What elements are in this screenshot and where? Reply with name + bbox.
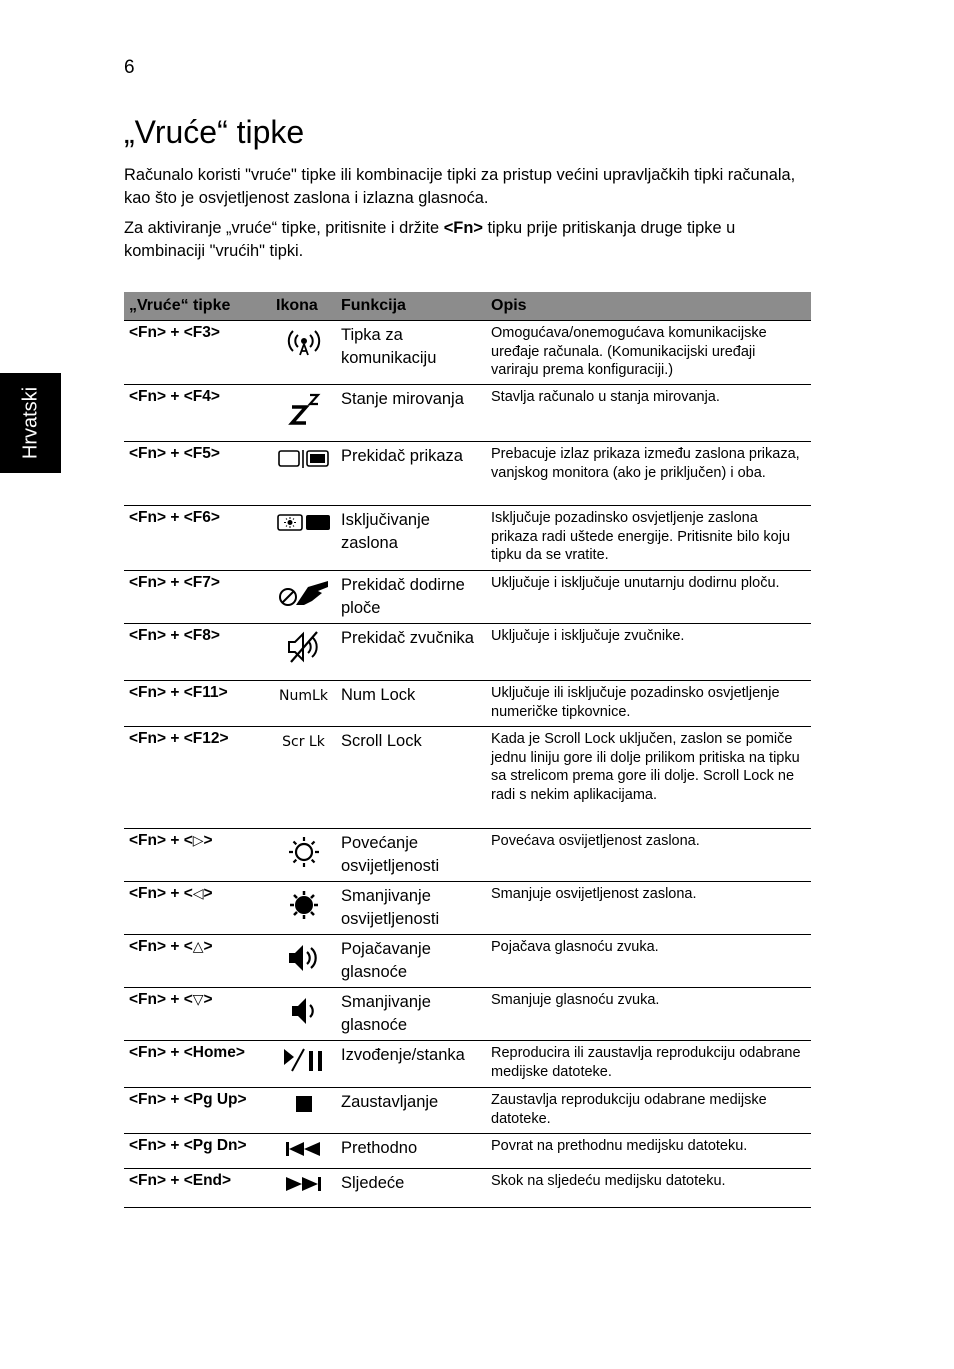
stop-icon [294,1094,314,1114]
table-row [124,935,811,988]
page-number: 6 [124,57,135,78]
hotkey-cell: <Fn> + <F5> [124,442,271,506]
header-icon: Ikona [271,292,336,321]
hotkey-cell: <Fn> + <F8> [124,624,271,681]
table-row [124,829,811,882]
icon-cell [271,727,336,829]
description-cell: Prebacuje izlaz prikaza između zaslona prikaza, vanjskog monitora (ako je priključen) i oba. [486,442,811,506]
table-row [124,1041,811,1088]
down-arrow-icon: ▽ [192,992,204,1008]
function-cell: Prekidač zvučnika [336,624,486,681]
hotkey-cell: <Fn> + <F6> [124,506,271,571]
hotkey-cell: <Fn> + <Pg Up> [124,1088,271,1134]
icon-cell [271,506,336,571]
function-cell: Scroll Lock [336,727,486,829]
description-cell: Smanjuje osvijetljenost zaslona. [486,882,811,935]
icon-cell [271,1088,336,1134]
hotkey-cell: <Fn> + <Home> [124,1041,271,1088]
icon-cell [271,829,336,882]
description-cell: Isključuje pozadinsko osvjetljenje zaslona prikaza radi uštede energije. Pritisnite bilo koju tipku da se vratite. [486,506,811,571]
description-cell: Povrat na prethodnu medijsku datoteku. [486,1134,811,1169]
hotkey-cell [124,988,271,1041]
icon-cell [271,321,336,385]
left-arrow-icon: ◁ [192,886,204,902]
function-cell: Prekidač prikaza [336,442,486,506]
description-cell: Povećava osvijetljenost zaslona. [486,829,811,882]
brightness-down-icon [287,888,321,922]
page-title: „Vruće“ tipke [124,114,305,150]
hotkey-suffix: > [203,885,213,902]
activation-text-before: Za aktiviranje „vruće“ tipke, pritisnite i držite [124,219,444,237]
icon-cell [271,882,336,935]
hotkey-cell: <Fn> + <F12> [124,727,271,829]
volume-up-icon [286,941,322,975]
description-cell: Stavlja računalo u stanja mirovanja. [486,385,811,442]
description-cell: Uključuje i isključuje unutarnju dodirnu ploču. [486,571,811,624]
table-row [124,385,811,442]
function-cell: Zaustavljanje [336,1088,486,1134]
function-cell: Sljedeće [336,1169,486,1208]
table-row [124,1169,811,1208]
icon-cell [271,935,336,988]
function-cell: Stanje mirovanja [336,385,486,442]
table-row [124,1134,811,1169]
hotkey-suffix: > [203,832,213,849]
table-row [124,988,811,1041]
function-cell: Izvođenje/stanka [336,1041,486,1088]
table-row [124,442,811,506]
function-cell: Povećanje osvijetljenosti [336,829,486,882]
table-row [124,506,811,571]
description-cell: Skok na sljedeću medijsku datoteku. [486,1169,811,1208]
language-side-tab [0,373,61,473]
description-cell: Kada je Scroll Lock uključen, zaslon se pomiče jednu liniju gore ili dolje prilikom pritiska na tipku sa strelicom prema gore ili dolje. Scroll Lock ne radi s nekim aplikacijama. [486,727,811,829]
hotkey-cell: <Fn> + <F3> [124,321,271,385]
description-cell: Uključuje i isključuje zvučnike. [486,624,811,681]
table-row [124,727,811,829]
function-cell: Pojačavanje glasnoće [336,935,486,988]
hotkey-prefix: <Fn> + < [129,832,193,849]
icon-cell [271,1041,336,1088]
hotkeys-table [124,292,811,1208]
description-cell: Smanjuje glasnoću zvuka. [486,988,811,1041]
hotkey-prefix: <Fn> + < [129,938,193,955]
function-cell: Smanjivanje osvijetljenosti [336,882,486,935]
hotkey-cell [124,829,271,882]
next-track-icon [284,1175,324,1193]
table-row [124,882,811,935]
hotkey-cell: <Fn> + <Pg Dn> [124,1134,271,1169]
activation-paragraph [124,217,814,263]
previous-track-icon [284,1140,324,1158]
up-arrow-icon: △ [192,939,204,955]
table-row [124,571,811,624]
icon-cell [271,1134,336,1169]
icon-cell [271,681,336,727]
scroll-lock-icon: Scr Lk [282,734,325,750]
description-cell: Omogućava/onemogućava komunikacijske uređaje računala. (Komunikacijski uređaji variraju prema konfiguraciji.) [486,321,811,385]
table-row [124,624,811,681]
hotkey-cell: <Fn> + <F7> [124,571,271,624]
right-arrow-icon: ▷ [192,833,204,849]
function-cell: Prethodno [336,1134,486,1169]
play-pause-icon [282,1047,326,1073]
header-function: Funkcija [336,292,486,321]
brightness-up-icon [287,835,321,869]
description-cell: Reproducira ili zaustavlja reprodukciju odabrane medijske datoteke. [486,1041,811,1088]
hotkey-cell: <Fn> + <F11> [124,681,271,727]
sleep-zz-icon [286,391,322,427]
fn-key: <Fn> [443,219,483,237]
volume-down-icon [289,994,319,1028]
description-cell: Zaustavlja reprodukciju odabrane medijske datoteke. [486,1088,811,1134]
wireless-communication-icon [284,327,324,357]
touchpad-toggle-icon [278,577,330,607]
hotkey-cell [124,935,271,988]
description-cell: Pojačava glasnoću zvuka. [486,935,811,988]
function-cell: Prekidač dodirne ploče [336,571,486,624]
hotkey-suffix: > [203,938,213,955]
icon-cell [271,442,336,506]
function-cell: Isključivanje zaslona [336,506,486,571]
intro-paragraph: Računalo koristi "vruće" tipke ili kombinacije tipki za pristup većini upravljačkih tipki računala, kao što je osvjetljenost zaslona i izlazna glasnoća. [124,166,796,207]
icon-cell [271,385,336,442]
hotkey-cell [124,882,271,935]
hotkey-prefix: <Fn> + < [129,991,193,1008]
hotkey-prefix: <Fn> + < [129,885,193,902]
table-row [124,1088,811,1134]
language-label: Hrvatski [19,386,41,460]
function-cell: Tipka za komunikaciju [336,321,486,385]
description-cell: Uključuje ili isključuje pozadinsko osvjetljenje numeričke tipkovnice. [486,681,811,727]
header-hotkey: „Vruće“ tipke [124,292,271,321]
function-cell: Smanjivanje glasnoće [336,988,486,1041]
speaker-mute-icon [285,630,323,664]
header-description: Opis [486,292,811,321]
icon-cell [271,988,336,1041]
table-header-row [124,292,811,321]
hotkey-cell: <Fn> + <F4> [124,385,271,442]
icon-cell [271,624,336,681]
display-toggle-icon [277,448,331,470]
numlock-icon: NumLk [279,688,328,704]
table-row [124,681,811,727]
hotkey-cell: <Fn> + <End> [124,1169,271,1208]
icon-cell [271,571,336,624]
hotkey-suffix: > [203,991,213,1008]
table-row [124,321,811,385]
screen-off-icon [276,512,332,534]
activation-text-after: tipku prije pritiskanja druge tipke u kombinaciji "vrućih" tipki. [124,219,736,260]
icon-cell [271,1169,336,1208]
function-cell: Num Lock [336,681,486,727]
